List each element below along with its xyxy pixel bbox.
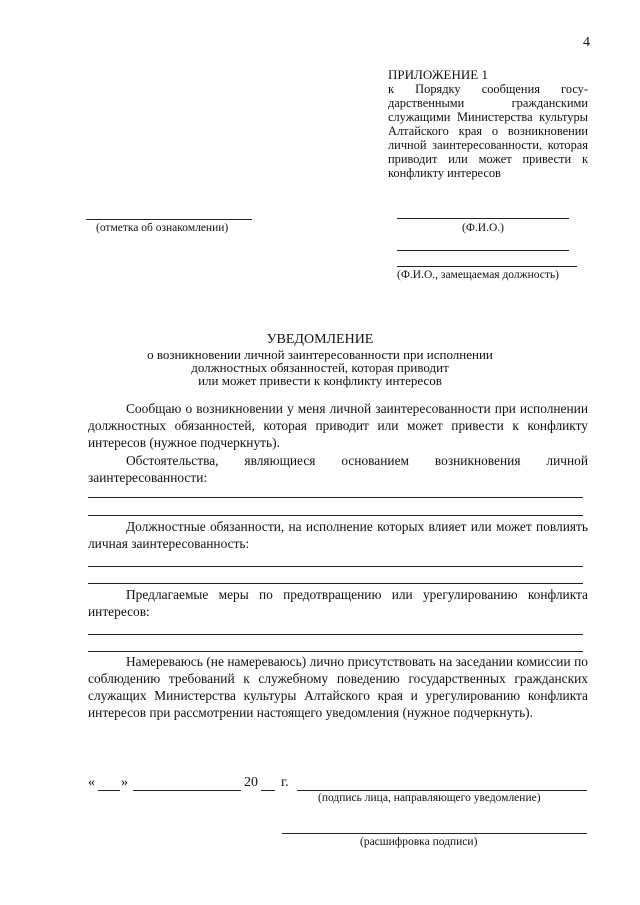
notice-subtitle-line-3: или может привести к конфликту интересов xyxy=(198,373,442,388)
appendix-text: к Порядку сообщения государственными гражданскими служащими Министерства культуры Алтайского края о возникновении личной заинтересованности, которая приводит или может привести к конфликту интересов xyxy=(388,82,588,180)
acknowledgement-caption: (отметка об ознакомлении) xyxy=(96,222,229,234)
duties-paragraph: Должностные обязанности, на исполнение которых влияет или может повлиять личная заинтересованность: xyxy=(88,519,588,551)
signature-decode-line xyxy=(282,833,587,834)
date-year-line xyxy=(261,790,275,791)
signature-decode-caption: (расшифровка подписи) xyxy=(360,836,478,848)
signer-caption: (подпись лица, направляющего уведомление) xyxy=(318,792,541,804)
circumstances-fill-line-2 xyxy=(88,515,583,516)
signer-signature-line xyxy=(297,790,587,791)
notice-title: УВЕДОМЛЕНИЕ xyxy=(266,332,374,347)
circumstances-fill-line-1 xyxy=(88,497,583,498)
date-year-suffix: г. xyxy=(281,775,289,790)
acknowledgement-line xyxy=(86,219,252,220)
full-name-line xyxy=(397,218,569,219)
date-quote-close: » xyxy=(121,775,128,790)
circumstances-paragraph-line-1: Обстоятельства, являющиеся основанием возникновения личной xyxy=(126,453,588,468)
page-number: 4 xyxy=(583,35,590,50)
circumstances-paragraph-line-2: заинтересованности: xyxy=(88,470,208,485)
measures-paragraph: Предлагаемые меры по предотвращению или урегулированию конфликта интересов: xyxy=(88,587,588,619)
date-day-line xyxy=(98,790,120,791)
name-position-line-1 xyxy=(397,250,569,251)
full-name-caption: (Ф.И.О.) xyxy=(462,222,504,234)
appendix-title: ПРИЛОЖЕНИЕ 1 xyxy=(388,67,488,82)
duties-fill-line-2 xyxy=(88,583,583,584)
name-position-line-2 xyxy=(397,266,577,267)
notice-subtitle-line-1: о возникновении личной заинтересованности при исполнении xyxy=(147,347,493,362)
date-month-line xyxy=(133,790,241,791)
date-year-prefix: 20 xyxy=(244,775,258,790)
measures-fill-line-1 xyxy=(88,634,583,635)
measures-fill-line-2 xyxy=(88,651,583,652)
appendix-block xyxy=(388,68,588,180)
notice-subtitle xyxy=(110,348,530,387)
name-position-caption: (Ф.И.О., замещаемая должность) xyxy=(397,269,559,281)
statement-paragraph: Сообщаю о возникновении у меня личной заинтересованности при исполнении должностных обязанностей, которая приводит или может привести к конфликту интересов (нужное подчеркнуть). xyxy=(88,401,588,450)
duties-fill-line-1 xyxy=(88,566,583,567)
attendance-paragraph: Намереваюсь (не намереваюсь) лично присутствовать на заседании комиссии по соблюдению требований к служебному поведению государственных гражданских служащих Министерства культуры Алтайского края и урегулированию конфликта интересов при рассмотрении настоящего уведомления (нужное подчеркнуть). xyxy=(88,654,588,720)
date-quote-open: « xyxy=(88,775,95,790)
notice-subtitle-line-2: должностных обязанностей, которая приводит xyxy=(191,360,449,375)
